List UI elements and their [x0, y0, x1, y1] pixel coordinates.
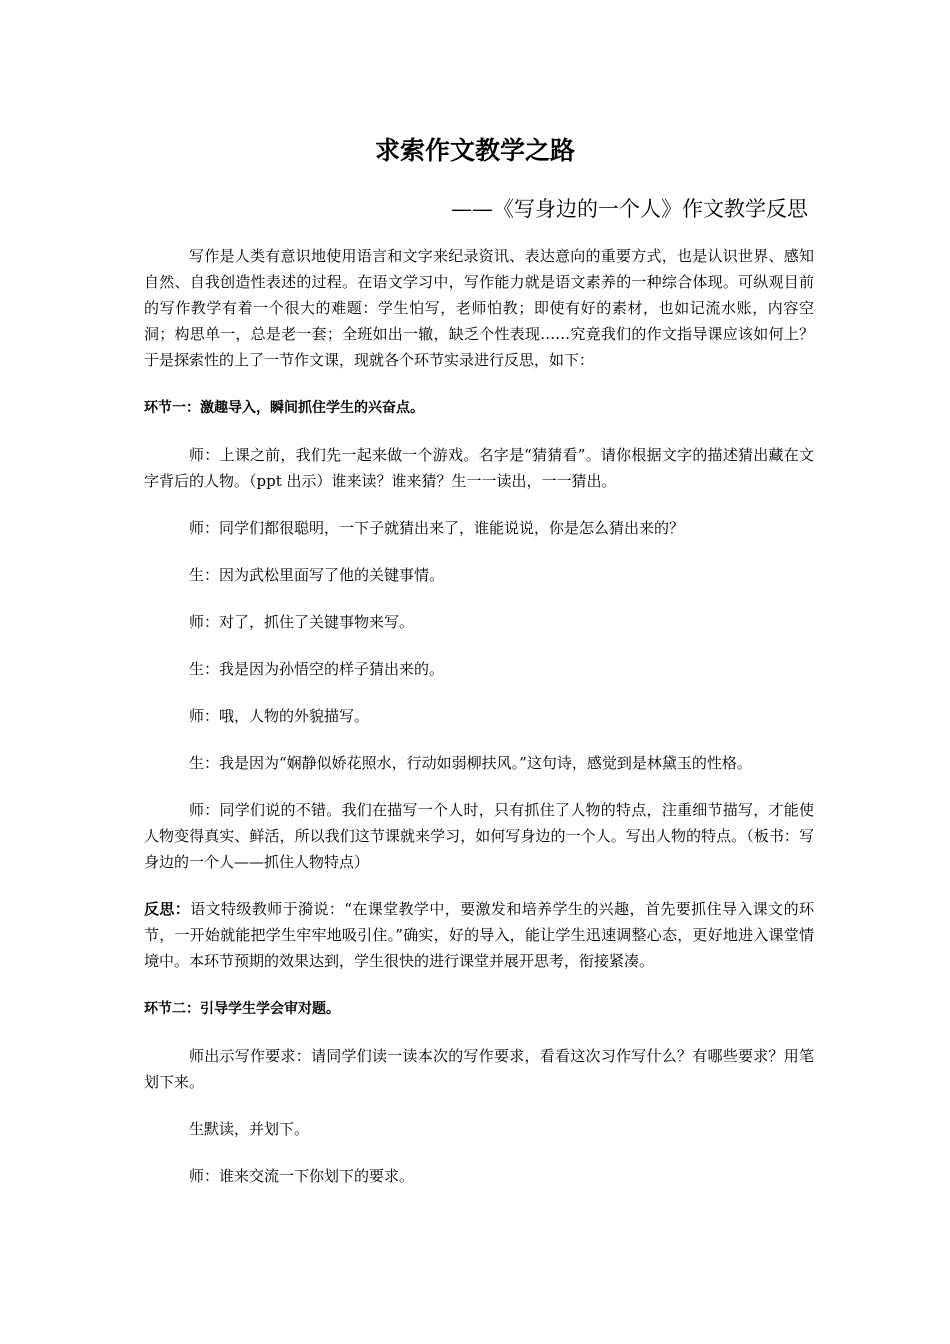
dialogue-line: 师：对了，抓住了关键事物来写。	[189, 613, 415, 631]
dialogue-line: 生默读，并划下。	[189, 1120, 310, 1138]
dialogue-line: 师：哦，人物的外貌描写。	[189, 707, 370, 725]
dialogue-line: 生：我是因为孙悟空的样子猜出来的。	[189, 660, 445, 678]
dialogue-line: 生：我是因为“娴静似娇花照水，行动如弱柳扶风。”这句诗，感觉到是林黛玉的性格。	[189, 754, 752, 772]
reflection-text: 语文特级教师于漪说：“在课堂教学中，要激发和培养学生的兴趣，首先要抓住导入课文的环节，一开始就能把学生牢牢地吸引住。”确实，好的导入，能让学生迅速调整心态，更好地进入课堂情境中。本环节预期的效果达到，学生很快的进行课堂并展开思考，衔接紧凑。	[144, 900, 814, 970]
document-subtitle: ——《写身边的一个人》作文教学反思	[451, 197, 808, 221]
section1-heading: 环节一：激趣导入，瞬间抓住学生的兴奋点。	[144, 400, 424, 416]
dialogue-line: 师：上课之前，我们先一起来做一个游戏。名字是“猜猜看”。请你根据文字的描述猜出藏在文字背后的人物。（ppt 出示）谁来读？谁来猜？生一一读出，一一猜出。	[144, 446, 814, 490]
dialogue-line: 师：同学们说的不错。我们在描写一个人时，只有抓住了人物的特点，注重细节描写，才能使人物变得真实、鲜活，所以我们这节课就来学习，如何写身边的一个人。写出人物的特点。（板书：写身边的一个人——抓住人物特点）	[144, 801, 814, 871]
document-title: 求索作文教学之路	[374, 136, 575, 165]
section2-heading: 环节二：引导学生学会审对题。	[144, 1001, 340, 1017]
dialogue-line: 师：同学们都很聪明，一下子就猜出来了，谁能说说，你是怎么猜出来的？	[189, 519, 685, 537]
intro-paragraph: 写作是人类有意识地使用语言和文字来纪录资讯、表达意向的重要方式，也是认识世界、感知自然、自我创造性表述的过程。在语文学习中，写作能力就是语文素养的一种综合体现。可纵观目前的写作教学有着一个很大的难题：学生怕写，老师怕教；即使有好的素材，也如记流水账，内容空洞；构思单一，总是老一套；全班如出一辙，缺乏个性表现……究竟我们的作文指导课应该如何上？于是探索性的上了一节作文课，现就各个环节实录进行反思，如下：	[144, 247, 814, 369]
dialogue-line: 师出示写作要求：请同学们读一读本次的写作要求，看看这次习作写什么？有哪些要求？用笔划下来。	[144, 1047, 814, 1091]
document-body	[144, 243, 814, 1189]
reflection-label: 反思：	[144, 900, 191, 918]
reflection-paragraph	[144, 896, 814, 974]
dialogue-line: 师：谁来交流一下你划下的要求。	[189, 1167, 415, 1185]
dialogue-line: 生：因为武松里面写了他的关键事情。	[189, 566, 445, 584]
